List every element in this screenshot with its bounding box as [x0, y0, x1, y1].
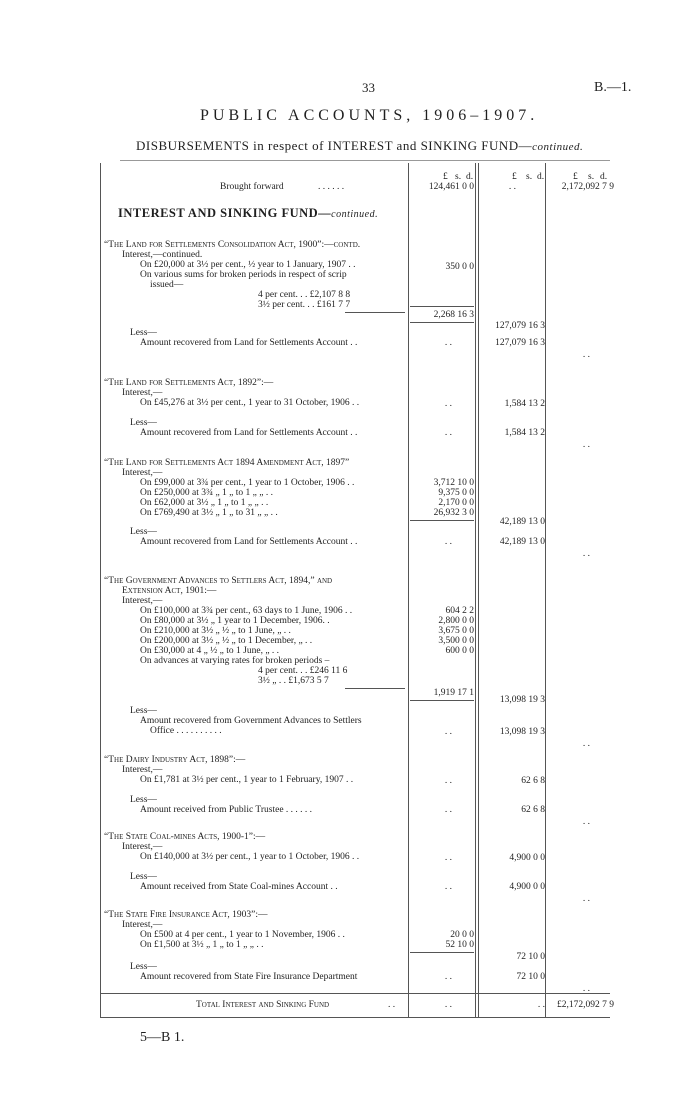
act-line: On £80,000 at 3½ „ 1 year to 1 December, 1906. . — [140, 616, 330, 626]
recovered-label: Amount recovered from Land for Settlements Account . . — [140, 338, 358, 348]
act-col1-value: 3,712 10 0 — [433, 478, 474, 488]
act-col1-value: 9,375 0 0 — [438, 488, 474, 498]
subtotal-rule — [410, 322, 474, 323]
bottom-rule — [100, 1017, 610, 1018]
act-title: “The State Coal-mines Acts, 1900-1”:— — [104, 832, 266, 842]
act-col1-value: 2,170 0 0 — [438, 498, 474, 508]
act-line: issued— — [150, 280, 184, 290]
act-col1-value: 1,919 17 1 — [433, 688, 474, 698]
page-title: PUBLIC ACCOUNTS, 1906–1907. — [200, 107, 539, 124]
act-line: On £1,781 at 3½ per cent., 1 year to 1 February, 1907 . . — [140, 775, 354, 785]
top-rule — [120, 160, 610, 161]
col3-leaders: . . — [582, 440, 590, 450]
act-title: “The Land for Settlements Act 1894 Amendment Act, 1897” — [104, 458, 350, 468]
act-col1-leaders: . . — [444, 853, 452, 863]
total-rule — [100, 993, 610, 994]
act-col1-value: 3,500 0 0 — [438, 636, 474, 646]
act-line: On £140,000 at 3½ per cent., 1 year to 1 October, 1906 . . — [140, 852, 360, 862]
act-col1-value: 600 0 0 — [445, 646, 474, 656]
col3-leaders: . . — [582, 549, 590, 559]
section-heading-continued: continued. — [331, 209, 379, 220]
less-label: Less— — [130, 872, 157, 882]
column-divider-1 — [408, 163, 409, 1018]
act-total: 127,079 16 3 — [495, 321, 545, 331]
recovered-label: Amount recovered from State Fire Insurance Department — [140, 972, 358, 982]
less-label: Less— — [130, 328, 157, 338]
act-line: On £769,490 at 3½ „ 1 „ to 31 „ „ . . — [140, 508, 278, 518]
recovered-col2: 4,900 0 0 — [509, 882, 545, 892]
brought-forward-col3: 2,172,092 7 9 — [561, 182, 614, 192]
act-title: “The Government Advances to Settlers Act, 1894,” and — [104, 576, 333, 586]
col3-leaders: . . — [582, 739, 590, 749]
act-line: Interest,— — [122, 920, 163, 930]
col1-pence-header: d. — [466, 172, 474, 182]
subtotal-rule — [410, 952, 474, 953]
section-heading — [118, 208, 378, 220]
act-col1-value: 350 0 0 — [445, 262, 474, 272]
signature-mark: 5—B 1. — [140, 1030, 185, 1045]
less-label: Less— — [130, 527, 157, 537]
col1-pound-header: £ — [443, 172, 448, 182]
act-line: On £45,276 at 3½ per cent., 1 year to 31 October, 1906 . . — [140, 398, 360, 408]
act-line: Interest,—continued. — [122, 250, 203, 260]
recovered-label: Office . . . . . . . . . . — [150, 726, 222, 736]
act-line: On £210,000 at 3½ „ ½ „ to 1 June, „ . . — [140, 626, 291, 636]
recovered-col1: . . — [444, 805, 452, 815]
act-col1-leaders: . . — [444, 776, 452, 786]
subtotal-rule — [410, 520, 474, 521]
act-line: On £100,000 at 3¾ per cent., 63 days to 1 June, 1906 . . — [140, 606, 353, 616]
brought-forward-col1: 124,461 0 0 — [428, 182, 474, 192]
document-code: B.—1. — [594, 80, 632, 95]
col3-pound-header: £ — [573, 172, 578, 182]
recovered-label: Amount received from State Coal-mines Account . . — [140, 882, 338, 892]
act-col1-value: 26,932 3 0 — [433, 508, 474, 518]
act-col1-value: 2,268 16 3 — [433, 310, 474, 320]
act-title: “The Land for Settlements Act, 1892”:— — [104, 378, 274, 388]
act-line: On £62,000 at 3½ „ 1 „ to 1 „ „ . . — [140, 498, 269, 508]
col3-leaders: . . — [582, 894, 590, 904]
total-col2: . . — [537, 1000, 545, 1010]
recovered-col1: . . — [444, 727, 452, 737]
recovered-col2: 42,189 13 0 — [499, 537, 545, 547]
brought-forward-label: Brought forward — [220, 182, 284, 192]
act-line: 4 per cent. . . £2,107 8 8 — [258, 290, 351, 300]
column-divider-2b — [478, 163, 479, 1018]
act-line: 3½ „ . . £1,673 5 7 — [258, 676, 329, 686]
recovered-col2: 1,584 13 2 — [504, 428, 545, 438]
act-total: 72 10 0 — [516, 952, 545, 962]
recovered-col2: 72 10 0 — [516, 972, 545, 982]
act-col1-value: 2,800 0 0 — [438, 616, 474, 626]
act-title: “The Land for Settlements Consolidation Act, 1900”:—contd. — [104, 240, 361, 250]
act-line: On advances at varying rates for broken periods – — [140, 656, 330, 666]
act-line: 4 per cent. . . £246 11 6 — [258, 666, 348, 676]
col3-leaders: . . — [582, 817, 590, 827]
recovered-col2: 13,098 19 3 — [499, 727, 545, 737]
less-label: Less— — [130, 418, 157, 428]
col3-leaders: . . — [582, 984, 590, 994]
act-col1-value: 52 10 0 — [445, 940, 474, 950]
table-left-border — [100, 163, 101, 1018]
subtotal-rule — [410, 306, 474, 307]
section-heading-main: INTEREST AND SINKING FUND— — [118, 206, 332, 220]
act-line: Interest,— — [122, 468, 163, 478]
total-label: Total Interest and Sinking Fund — [196, 1000, 330, 1010]
recovered-col1: . . — [444, 428, 452, 438]
column-divider-2 — [475, 163, 476, 1018]
subtotal-rule — [410, 700, 474, 701]
col3-pence-header: d. — [600, 172, 608, 182]
total-col3: £2,172,092 7 9 — [557, 1000, 614, 1010]
act-col1-value: 20 0 0 — [450, 930, 474, 940]
less-label: Less— — [130, 962, 157, 972]
act-line: Interest,— — [122, 765, 163, 775]
act-line: On £250,000 at 3¾ „ 1 „ to 1 „ „ . . — [140, 488, 273, 498]
page-number: 33 — [362, 80, 375, 95]
act-line: On £500 at 4 per cent., 1 year to 1 November, 1906 . . — [140, 930, 345, 940]
col2-pence-header: d. — [537, 172, 545, 182]
act-line: On £20,000 at 3½ per cent., ½ year to 1 January, 1907 . . — [140, 260, 356, 270]
act-title: Extension Act, 1901:— — [122, 586, 217, 596]
act-title: “The Dairy Industry Act, 1898”:— — [104, 755, 246, 765]
col1-shilling-header: s. — [455, 172, 462, 182]
recovered-label: Amount recovered from Land for Settlements Account . . — [140, 428, 358, 438]
col2-shilling-header: s. — [526, 172, 533, 182]
subtotal-rule — [345, 312, 405, 313]
act-line: On £200,000 at 3½ „ ½ „ to 1 December, „ . . — [140, 636, 313, 646]
act-total: 1,584 13 2 — [504, 399, 545, 409]
act-line: On £30,000 at 4 „ ½ „ to 1 June, „ . . — [140, 646, 280, 656]
recovered-col2: 62 6 8 — [521, 805, 545, 815]
column-divider-3 — [545, 163, 546, 1018]
total-col1: . . — [444, 1000, 452, 1010]
recovered-col1: . . — [444, 972, 452, 982]
act-title: “The State Fire Insurance Act, 1903”:— — [104, 910, 268, 920]
less-label: Less— — [130, 795, 157, 805]
total-leaders: . . — [388, 1000, 396, 1010]
act-col1-value: 3,675 0 0 — [438, 626, 474, 636]
act-line: Interest,— — [122, 842, 163, 852]
act-total: 13,098 19 3 — [499, 695, 545, 705]
subtitle-continued: continued. — [532, 141, 584, 153]
act-col1-leaders: . . — [444, 399, 452, 409]
recovered-col1: . . — [444, 537, 452, 547]
less-label: Less— — [130, 706, 157, 716]
recovered-label: Amount received from Public Trustee . . . . . . — [140, 805, 313, 815]
act-line: 3½ per cent. . . £161 7 7 — [258, 300, 351, 310]
recovered-label: Amount recovered from Land for Settlements Account . . — [140, 537, 358, 547]
brought-forward-leaders: . . . . . . — [318, 182, 345, 192]
brought-forward-col2: . . — [508, 182, 516, 192]
act-total: 4,900 0 0 — [509, 853, 545, 863]
act-total: 42,189 13 0 — [499, 517, 545, 527]
act-line: Interest,— — [122, 388, 163, 398]
col3-leaders: . . — [582, 350, 590, 360]
act-line: Interest,— — [122, 596, 163, 606]
recovered-col2: 127,079 16 3 — [495, 338, 545, 348]
act-line: On various sums for broken periods in respect of scrip — [140, 270, 347, 280]
recovered-label: Amount recovered from Government Advances to Settlers — [140, 716, 362, 726]
act-line: On £1,500 at 3½ „ 1 „ to 1 „ „ . . — [140, 940, 264, 950]
act-line: On £99,000 at 3¾ per cent., 1 year to 1 October, 1906 . . — [140, 478, 355, 488]
recovered-col1: . . — [444, 882, 452, 892]
subtotal-rule — [345, 688, 405, 689]
col3-shilling-header: s. — [588, 172, 595, 182]
col2-pound-header: £ — [512, 172, 517, 182]
page-subtitle — [136, 138, 583, 154]
recovered-col1: . . — [444, 338, 452, 348]
act-total: 62 6 8 — [521, 776, 545, 786]
act-col1-value: 604 2 2 — [445, 606, 474, 616]
subtitle-main: DISBURSEMENTS in respect of INTEREST and SINKING FUND— — [136, 138, 533, 153]
